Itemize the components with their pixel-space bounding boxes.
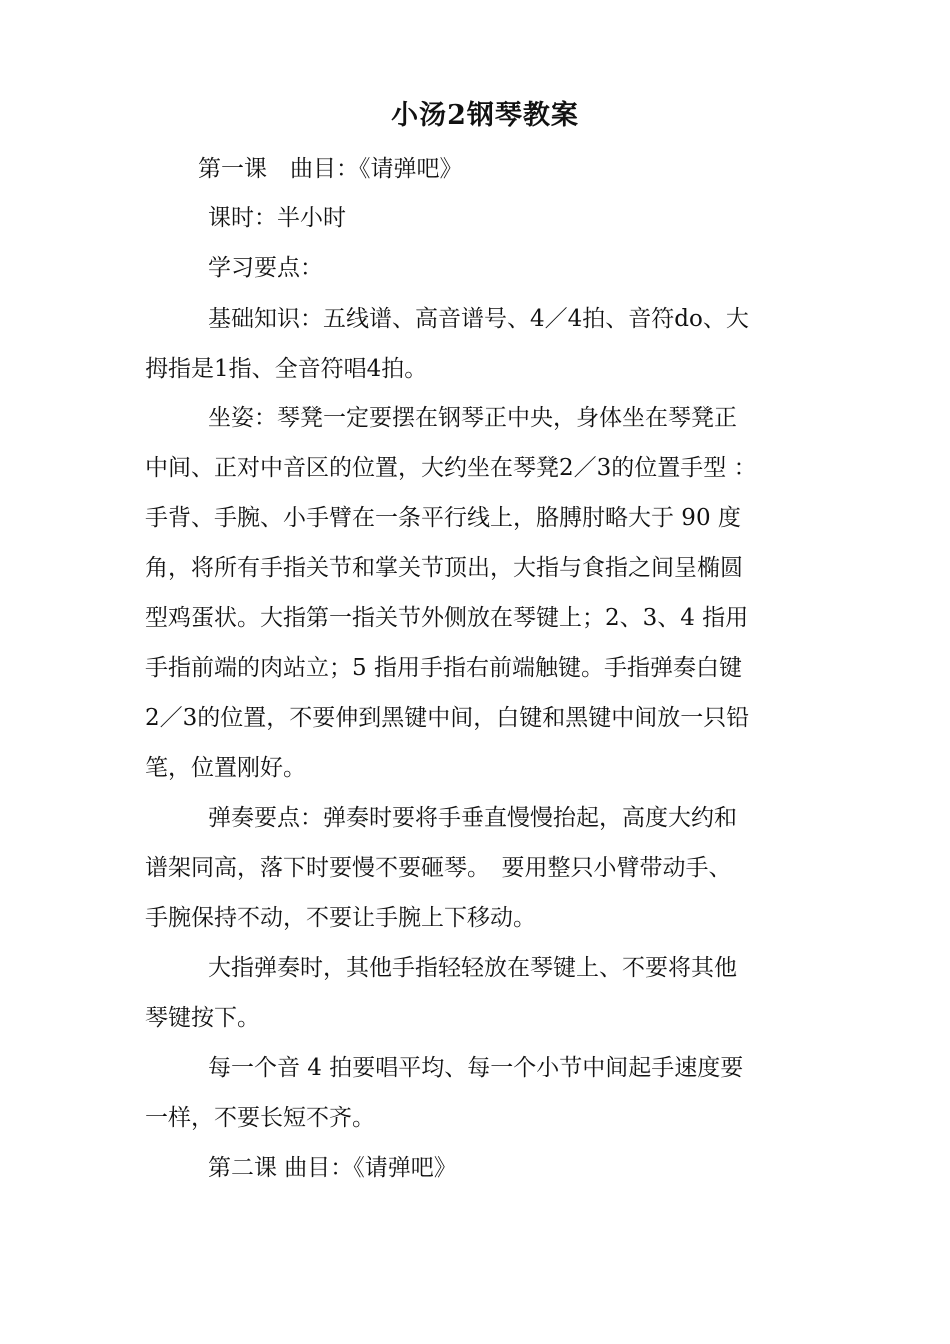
paragraph-line: 每一个音 4 拍要唱平均、每一个小节中间起手速度要 — [208, 1055, 744, 1081]
paragraph-line: 琴键按下。 — [145, 1005, 260, 1031]
paragraph-line: 角，将所有手指关节和掌关节顶出，大指与食指之间呈椭圆 — [145, 555, 743, 581]
paragraph-line: 大指弹奏时，其他手指轻轻放在琴键上、不要将其他 — [208, 955, 737, 981]
lesson-heading: 第一课 曲目：《请弹吧》 — [198, 156, 463, 182]
paragraph-line: 弹奏要点：弹奏时要将手垂直慢慢抬起，高度大约和 — [208, 805, 737, 831]
paragraph-line: 型鸡蛋状。大指第一指关节外侧放在琴键上；2、3、4 指用 — [145, 605, 749, 631]
paragraph-line: 谱架同高，落下时要慢不要砸琴。 要用整只小臂带动手、 — [145, 855, 732, 881]
paragraph-line: 一样，不要长短不齐。 — [145, 1105, 375, 1131]
paragraph-line: 基础知识：五线谱、高音谱号、4／4拍、音符do、大 — [208, 306, 749, 332]
paragraph-line: 中间、正对中音区的位置，大约坐在琴凳2／3的位置手型 ： — [145, 455, 757, 481]
paragraph-line: 学习要点： — [208, 255, 323, 281]
paragraph-line: 手腕保持不动，不要让手腕上下移动。 — [145, 905, 536, 931]
paragraph-line: 拇指是1指、全音符唱4拍。 — [145, 356, 428, 382]
paragraph-line: 坐姿：琴凳一定要摆在钢琴正中央，身体坐在琴凳正 — [208, 405, 737, 431]
lesson-heading: 第二课 曲目：《请弹吧》 — [208, 1155, 457, 1181]
document-title: 小汤2钢琴教案 — [391, 100, 579, 131]
paragraph-line: 手背、手腕、小手臂在一条平行线上，胳膊肘略大于 90 度 — [145, 505, 741, 531]
paragraph-line: 笔，位置刚好。 — [145, 755, 306, 781]
paragraph-line: 课时：半小时 — [208, 205, 346, 231]
paragraph-line: 手指前端的肉站立；5 指用手指右前端触键。手指弹奏白键 — [145, 655, 742, 681]
paragraph-line: 2／3的位置，不要伸到黑键中间，白键和黑键中间放一只铅 — [145, 705, 750, 731]
